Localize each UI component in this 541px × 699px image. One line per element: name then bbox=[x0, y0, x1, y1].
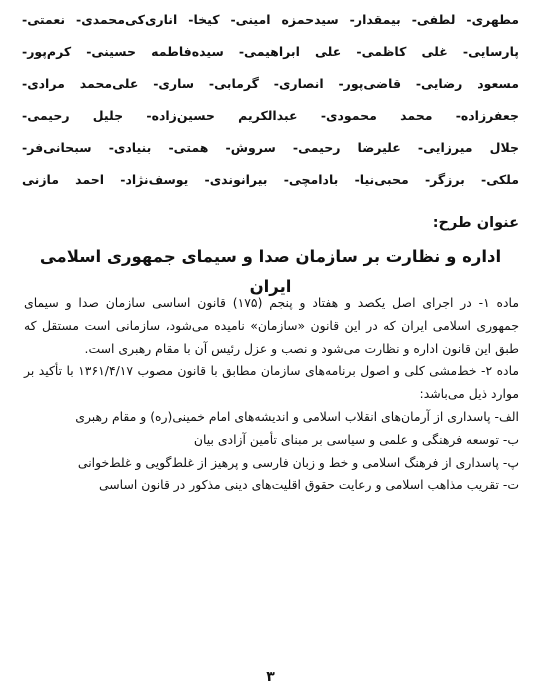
article-2-item-te: ت- تقریب مذاهب اسلامی و رعایت حقوق اقلیت‌های دینی مذکور در قانون اساسی bbox=[98, 477, 519, 493]
signatories-line: مطهری- لطفی- بیمقدار- سیدحمزه امینی- کیخا- اناری‌کی‌محمدی- نعمتی- bbox=[22, 12, 519, 27]
bill-title: اداره و نظارت بر سازمان صدا و سیمای جمهوری اسلامی ایران bbox=[39, 247, 502, 296]
bill-body bbox=[24, 292, 519, 497]
page-number: ۳ bbox=[266, 669, 275, 685]
signatories-line: جلال میرزایی- علیرضا رحیمی- سروش- همتی- بنیادی- سبحانی‌فر- bbox=[22, 140, 519, 155]
article-2-item-be: ب- توسعه فرهنگی و علمی و سیاسی بر مبنای تأمین آزادی بیان bbox=[193, 431, 519, 447]
article-1: ماده ۱- در اجرای اصل یکصد و هفتاد و پنجم (۱۷۵) قانون اساسی سازمان صدا و سیمای جمهوری اسلامی ایران که در این قانون «سازمان» نامیده می‌شود، سازمانی است مستقل که طبق این قانون اداره و نظارت می‌شود و نصب و عزل رئیس آن با مقام رهبری است. bbox=[24, 295, 519, 356]
article-2-item-pe: پ- پاسداری از فرهنگ اسلامی و خط و زبان فارسی و پرهیز از غلط‌گویی و غلط‌خوانی bbox=[77, 454, 519, 470]
signatories-line: ملکی- برزگر- محبی‌نیا- بادامچی- بیرانوندی- یوسف‌نژاد- احمد مازنی bbox=[22, 172, 519, 187]
article-2: ماده ۲- خط‌مشی کلی و اصول برنامه‌های سازمان مطابق با قانون مصوب ۱۳۶۱/۴/۱۷ با تأکید بر موارد ذیل می‌باشد: bbox=[24, 363, 519, 402]
signatories-line: مسعود رضایی- قاضی‌پور- انصاری- گرمابی- ساری- علی‌محمد مرادی- bbox=[22, 76, 519, 91]
signatories-line: جعفرزاده- محمد محمودی- عبدالکریم حسین‌زاده- جلیل رحیمی- bbox=[22, 108, 519, 123]
bill-title-label: عنوان طرح: bbox=[432, 215, 519, 231]
article-2-item-alef: الف- پاسداری از آرمان‌های انقلاب اسلامی و اندیشه‌های امام خمینی(ره) و مقام رهبری bbox=[75, 408, 519, 424]
signatories-list bbox=[22, 4, 519, 196]
signatories-line: پارسایی- غلی کاظمی- علی ابراهیمی- سیده‌فاطمه حسینی- کرم‌پور- bbox=[22, 44, 519, 59]
